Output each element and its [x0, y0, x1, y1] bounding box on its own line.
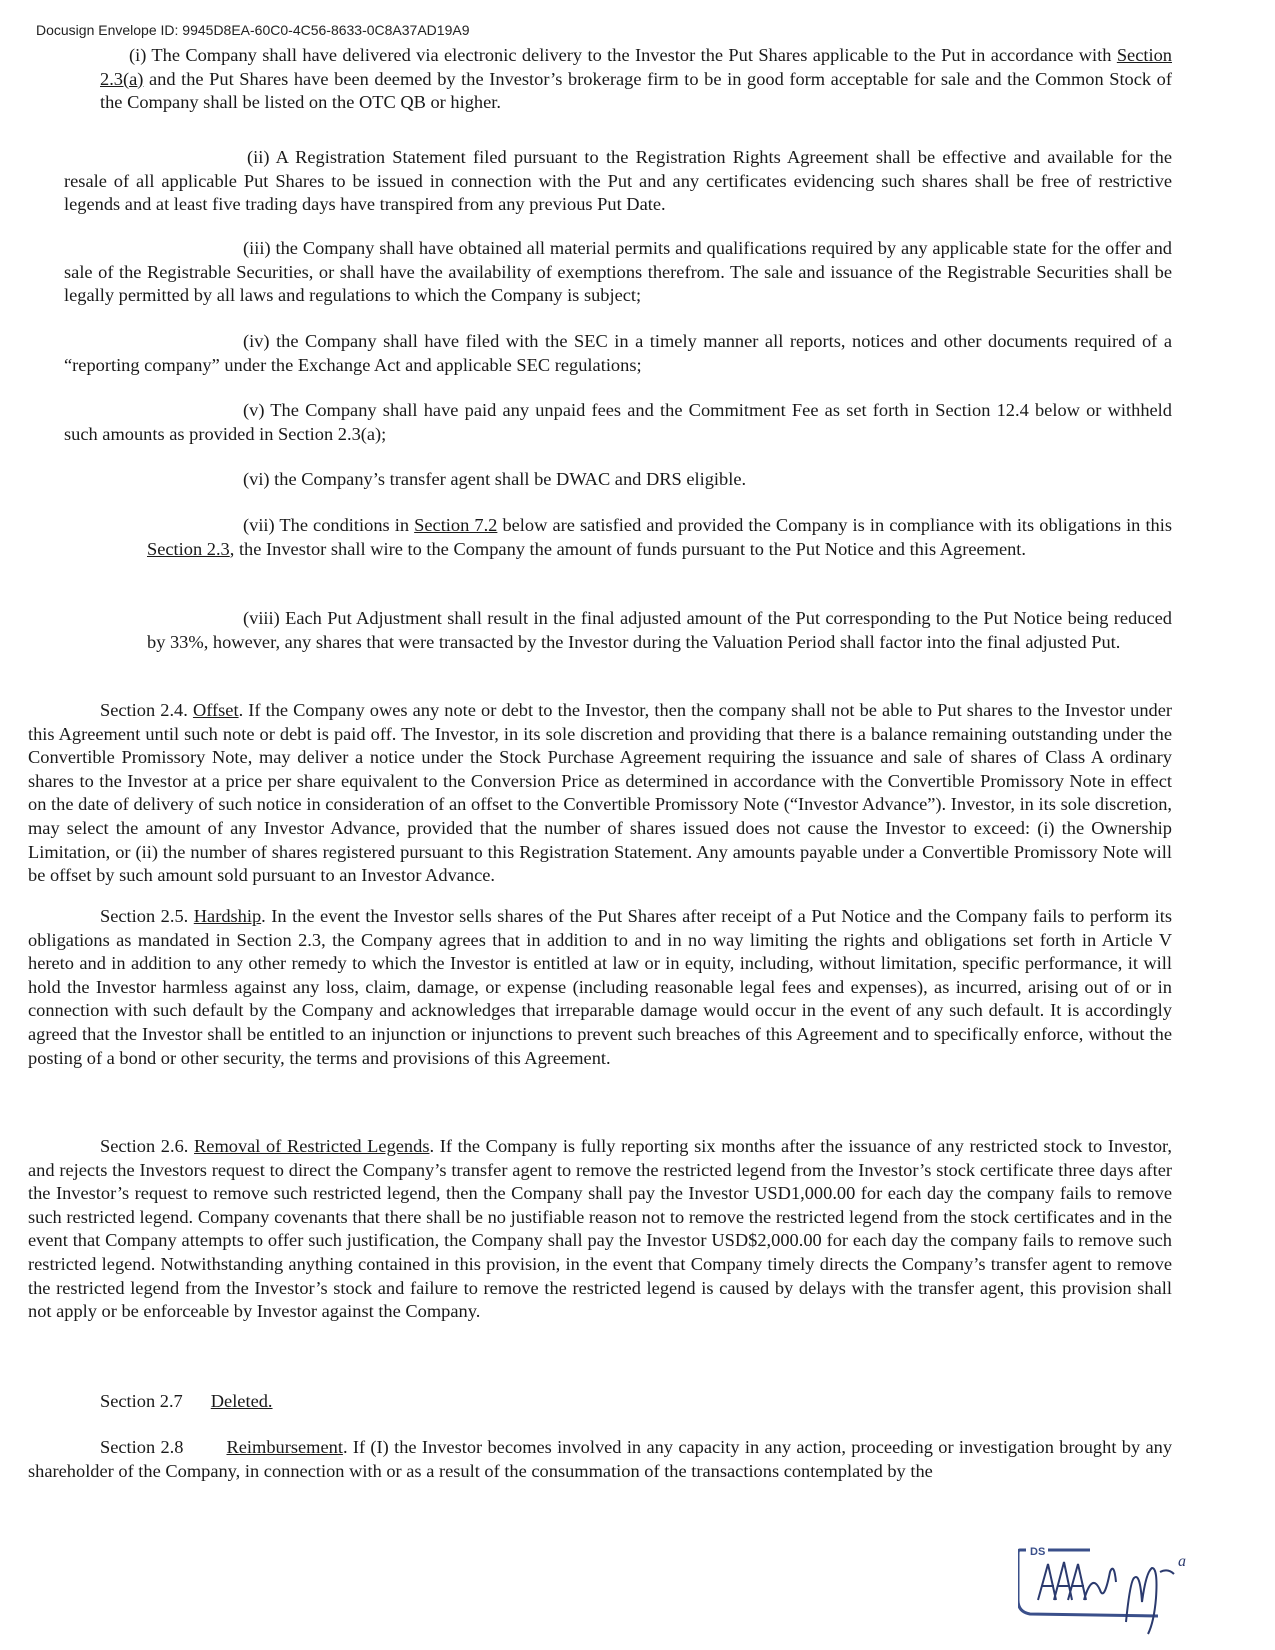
- section-2-6: [28, 1135, 1172, 1324]
- condition-vii: [147, 514, 1172, 561]
- section-2-6-body: . If the Company is fully reporting six months after the issuance of any restricted stock to Investor, and rejects the Investors request to direct the Company’s transfer agent to remove the restricted legend from the Investor’s stock certificate three days after the Investor’s request to remove such restricted legend, then the Company shall pay the Investor USD1,000.00 for each day the company fails to remove such restricted legend. Company covenants that there shall be no justifiable reason not to remove the restricted legend from the stock certificates and in the event that Company attempts to offer such justification, the Company shall pay the Investor USD$2,000.00 for each day the company fails to remove such restricted legend. Notwithstanding anything contained in this provision, in the event that Company timely directs the Company’s transfer agent to remove the restricted legend from the Investor’s stock and failure to remove the restricted legend is caused by delays with the transfer agent, this provision shall not apply or be enforceable by Investor against the Company.: [28, 1136, 1173, 1322]
- condition-vii-text-c: , the Investor shall wire to the Company the amount of funds pursuant to the Put Notice and this Agreement.: [229, 538, 1027, 559]
- section-2-4-body: . If the Company owes any note or debt to the Investor, then the company shall not be able to Put shares to the Investor under this Agreement until such note or debt is paid off. The Investor, in its sole discretion and providing that there is a balance remaining outstanding under the Convertible Promissory Note, may deliver a notice under the Stock Purchase Agreement requiring the issuance and sale of shares of Class A ordinary shares to the Investor at a price per share equivalent to the Conversion Price as determined in accordance with the Convertible Promissory Note in effect on the date of delivery of such notice in consideration of an offset to the Convertible Promissory Note (“Investor Advance”). Investor, in its sole discretion, may select the amount of any Investor Advance, provided that the number of shares issued does not cause the Investor to exceed: (i) the Ownership Limitation, or (ii) the number of shares registered pursuant to this Registration Statement. Any amounts payable under a Convertible Promissory Note will be offset by such amount sold pursuant to an Investor Advance.: [28, 700, 1172, 886]
- condition-vii-text-b: below are satisfied and provided the Company is in compliance with its obligations in this: [497, 515, 1173, 535]
- envelope-id: Docusign Envelope ID: 9945D8EA-60C0-4C56-8633-0C8A37AD19A9: [36, 22, 470, 38]
- condition-v: (v) The Company shall have paid any unpaid fees and the Commitment Fee as set forth in Section 12.4 below or withheld such amounts as provided in Section 2.3(a);: [64, 400, 1172, 444]
- condition-i-text-a: (i) The Company shall have delivered via electronic delivery to the Investor the Put Shares applicable to the Put in accordance with: [129, 45, 1117, 65]
- section-2-5-body: . In the event the Investor sells shares of the Put Shares after receipt of a Put Notice and the Company fails to perform its obligations as mandated in Section 2.3, the Company agrees that in addition to and in no way limiting the rights and obligations set forth in Article V hereto and in addition to any other remedy to which the Investor is entitled at law or in equity, including, without limitation, specific performance, it will hold the Investor harmless against any loss, claim, damage, or expense (including reasonable legal fees and expenses), as incurred, arising out of or in connection with such default by the Company and acknowledges that irreparable damage would occur in the event of any such default. It is accordingly agreed that the Investor shall be entitled to an injunction or injunctions to prevent such breaches of this Agreement and to specifically enforce, without the posting of a bond or other security, the terms and provisions of this Agreement.: [28, 906, 1172, 1068]
- section-2-5-title: Hardship: [193, 906, 262, 926]
- docusign-initials-stamp: [1018, 1542, 1218, 1647]
- section-2-4-title: Offset: [192, 700, 239, 720]
- section-2-4: [28, 699, 1172, 888]
- section-2-8: [28, 1436, 1172, 1483]
- section-2-3a-link: Section 2.3(a): [100, 45, 1172, 89]
- section-2-6-title: Removal of Restricted Legends: [194, 1136, 430, 1156]
- condition-vii-text-a: (vii) The conditions in: [243, 515, 415, 535]
- section-2-8-body: . If (I) the Investor becomes involved in any capacity in any action, proceeding or investigation brought by any shareholder of the Company, in connection with or as a result of the consummation of the transactions contemplated by the: [28, 1437, 1173, 1481]
- section-7-2-link: Section 7.2: [414, 515, 498, 535]
- section-2-7: [100, 1390, 700, 1414]
- condition-i-text-b: and the Put Shares have been deemed by the Investor’s brokerage firm to be in good form acceptable for sale and the Common Stock of the Company shall be listed on the OTC QB or higher.: [100, 68, 1172, 113]
- section-2-7-number: Section 2.7: [100, 1391, 183, 1411]
- signature-scribble: [1038, 1562, 1116, 1600]
- condition-iii: (iii) the Company shall have obtained all material permits and qualifications required by any applicable state for the offer and sale of the Registrable Securities, or shall have the availability of exemptions therefrom. The sale and issuance of the Registrable Securities shall be legally permitted by all laws and regulations to which the Company is subject;: [64, 238, 1172, 306]
- condition-iv: (iv) the Company shall have filed with the SEC in a timely manner all reports, notices and other documents required of a “reporting company” under the Exchange Act and applicable SEC regulations;: [64, 331, 1172, 375]
- ds-bracket: [1018, 1550, 1158, 1616]
- section-2-6-number: Section 2.6.: [100, 1136, 195, 1156]
- condition-viii: (viii) Each Put Adjustment shall result in the final adjusted amount of the Put corresponding to the Put Notice being reduced by 33%, however, any shares that were transacted by the Investor during the Valuation Period shall factor into the final adjusted Put.: [147, 608, 1172, 652]
- condition-ii: (ii) A Registration Statement filed pursuant to the Registration Rights Agreement shall be effective and available for the resale of all applicable Put Shares to be issued in connection with the Put and any certificates evidencing such shares shall be free of restrictive legends and at least five trading days have transpired from any previous Put Date.: [64, 147, 1172, 215]
- section-2-7-title: Deleted.: [210, 1391, 273, 1411]
- condition-vi: (vi) the Company’s transfer agent shall be DWAC and DRS eligible.: [243, 469, 747, 489]
- section-2-8-number: Section 2.8: [100, 1437, 184, 1457]
- ds-tag: DS: [1030, 1546, 1046, 1558]
- initials-scribble: [1126, 1568, 1174, 1634]
- condition-i: [100, 44, 1172, 115]
- section-2-3-link: Section 2.3: [147, 538, 230, 559]
- section-2-4-number: Section 2.4.: [100, 700, 193, 720]
- section-2-5: [28, 905, 1172, 1070]
- section-2-5-number: Section 2.5.: [100, 906, 194, 926]
- section-2-8-title: Reimbursement: [226, 1437, 343, 1457]
- initials-letter: a: [1178, 1553, 1186, 1570]
